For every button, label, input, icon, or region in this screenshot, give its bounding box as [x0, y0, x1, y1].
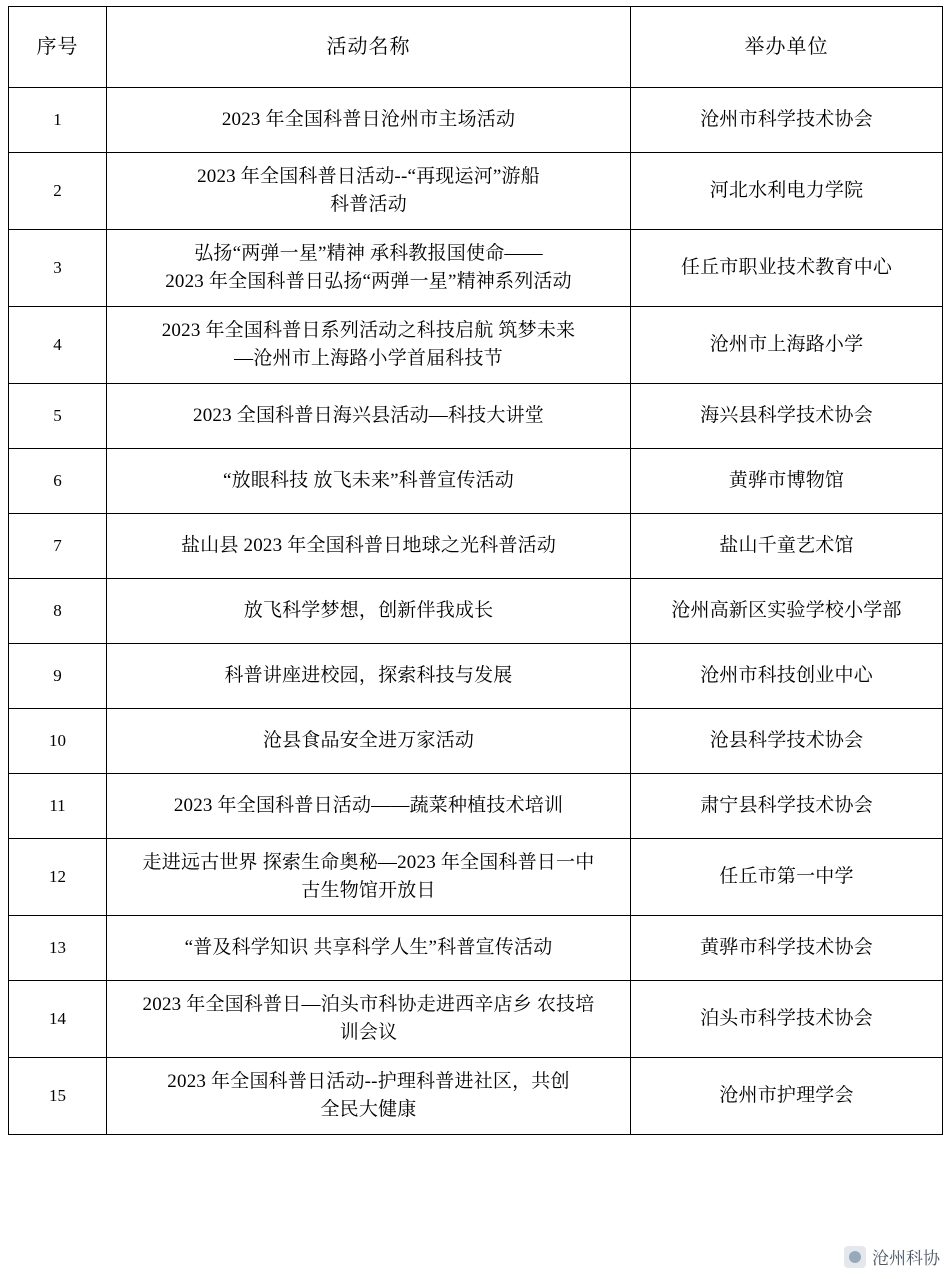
- activity-name-line: 2023 年全国科普日系列活动之科技启航 筑梦未来: [161, 320, 576, 342]
- cell-organizer: 海兴县科学技术协会: [631, 384, 943, 449]
- cell-sequence-number: 5: [9, 384, 107, 449]
- activity-name-line: 2023 年全国科普日活动——蔬菜种植技术培训: [173, 795, 564, 817]
- account-watermark: [844, 1244, 940, 1269]
- table-row: [9, 579, 943, 644]
- activity-name-line: 弘扬“两弹一星”精神 承科教报国使命——: [194, 243, 543, 265]
- cell-sequence-number: 7: [9, 514, 107, 579]
- activity-name-line: 古生物馆开放日: [301, 880, 436, 901]
- cell-organizer: 盐山千童艺术馆: [631, 514, 943, 579]
- table-body: [9, 88, 943, 1135]
- table-row: [9, 709, 943, 774]
- table-row: [9, 916, 943, 981]
- cell-sequence-number: 3: [9, 230, 107, 307]
- cell-organizer: 泊头市科学技术协会: [631, 981, 943, 1058]
- activity-name-line: “普及科学知识 共享科学人生”科普宣传活动: [184, 937, 553, 959]
- table-row: [9, 384, 943, 449]
- activity-name-line: 2023 年全国科普日活动--“再现运河”游船: [197, 166, 540, 188]
- table-row: [9, 644, 943, 709]
- cell-sequence-number: 4: [9, 307, 107, 384]
- cell-organizer: 黄骅市博物馆: [631, 449, 943, 514]
- activity-name-line: 2023 年全国科普日弘扬“两弹一星”精神系列活动: [165, 271, 572, 292]
- cell-activity-name: [107, 307, 631, 384]
- activity-name-line: 训会议: [339, 1022, 398, 1043]
- cell-activity-name: [107, 981, 631, 1058]
- cell-activity-name: [107, 449, 631, 514]
- table-header-row: [9, 7, 943, 88]
- cell-activity-name: [107, 384, 631, 449]
- cell-organizer: 沧县科学技术协会: [631, 709, 943, 774]
- cell-sequence-number: 11: [9, 774, 107, 839]
- cell-activity-name: [107, 153, 631, 230]
- table-row: [9, 839, 943, 916]
- cell-activity-name: [107, 774, 631, 839]
- table-row: [9, 514, 943, 579]
- activity-name-line: 2023 全国科普日海兴县活动—科技大讲堂: [193, 405, 544, 427]
- table-header: [9, 7, 943, 88]
- activity-name-line: 2023 年全国科普日—泊头市科协走进西辛店乡 农技培: [142, 994, 595, 1016]
- activity-name-line: —沧州市上海路小学首届科技节: [234, 348, 503, 369]
- activity-name-line: 科普活动: [330, 194, 407, 215]
- cell-organizer: 沧州市科学技术协会: [631, 88, 943, 153]
- table-row: [9, 153, 943, 230]
- table-row: [9, 1058, 943, 1135]
- cell-sequence-number: 9: [9, 644, 107, 709]
- cell-activity-name: [107, 514, 631, 579]
- activity-name-line: 2023 年全国科普日沧州市主场活动: [221, 109, 516, 131]
- activity-name-line: 2023 年全国科普日活动--护理科普进社区，共创: [167, 1071, 570, 1093]
- column-header-no: 序号: [9, 7, 107, 88]
- cell-activity-name: [107, 579, 631, 644]
- activity-table: [8, 6, 943, 1135]
- table-row: [9, 981, 943, 1058]
- cell-organizer: 沧州高新区实验学校小学部: [631, 579, 943, 644]
- cell-sequence-number: 10: [9, 709, 107, 774]
- cell-activity-name: [107, 644, 631, 709]
- cell-organizer: 肃宁县科学技术协会: [631, 774, 943, 839]
- cell-organizer: 沧州市上海路小学: [631, 307, 943, 384]
- cell-activity-name: [107, 88, 631, 153]
- table-row: [9, 230, 943, 307]
- cell-activity-name: [107, 1058, 631, 1135]
- cell-activity-name: [107, 916, 631, 981]
- account-watermark-label: 沧州科协: [872, 1249, 940, 1268]
- cell-sequence-number: 13: [9, 916, 107, 981]
- cell-sequence-number: 14: [9, 981, 107, 1058]
- activity-name-line: 科普讲座进校园，探索科技与发展: [224, 665, 513, 687]
- cell-sequence-number: 15: [9, 1058, 107, 1135]
- cell-organizer: 黄骅市科学技术协会: [631, 916, 943, 981]
- cell-sequence-number: 12: [9, 839, 107, 916]
- table-row: [9, 774, 943, 839]
- column-header-name: 活动名称: [107, 7, 631, 88]
- cell-organizer: 沧州市科技创业中心: [631, 644, 943, 709]
- activity-name-line: 走进远古世界 探索生命奥秘—2023 年全国科普日一中: [142, 852, 595, 874]
- cell-sequence-number: 6: [9, 449, 107, 514]
- table-row: [9, 307, 943, 384]
- cell-activity-name: [107, 709, 631, 774]
- cell-organizer: 任丘市职业技术教育中心: [631, 230, 943, 307]
- cell-organizer: 河北水利电力学院: [631, 153, 943, 230]
- cell-sequence-number: 2: [9, 153, 107, 230]
- cell-activity-name: [107, 839, 631, 916]
- table-row: [9, 88, 943, 153]
- activity-name-line: 盐山县 2023 年全国科普日地球之光科普活动: [180, 535, 557, 557]
- activity-name-line: “放眼科技 放飞未来”科普宣传活动: [222, 470, 515, 492]
- activity-name-line: 放飞科学梦想，创新伴我成长: [243, 600, 494, 622]
- cell-activity-name: [107, 230, 631, 307]
- activity-name-line: 沧县食品安全进万家活动: [262, 730, 475, 752]
- wechat-account-logo-icon: [844, 1246, 866, 1268]
- cell-organizer: 沧州市护理学会: [631, 1058, 943, 1135]
- cell-sequence-number: 8: [9, 579, 107, 644]
- cell-organizer: 任丘市第一中学: [631, 839, 943, 916]
- cell-sequence-number: 1: [9, 88, 107, 153]
- column-header-org: 举办单位: [631, 7, 943, 88]
- activity-name-line: 全民大健康: [320, 1099, 417, 1120]
- table-row: [9, 449, 943, 514]
